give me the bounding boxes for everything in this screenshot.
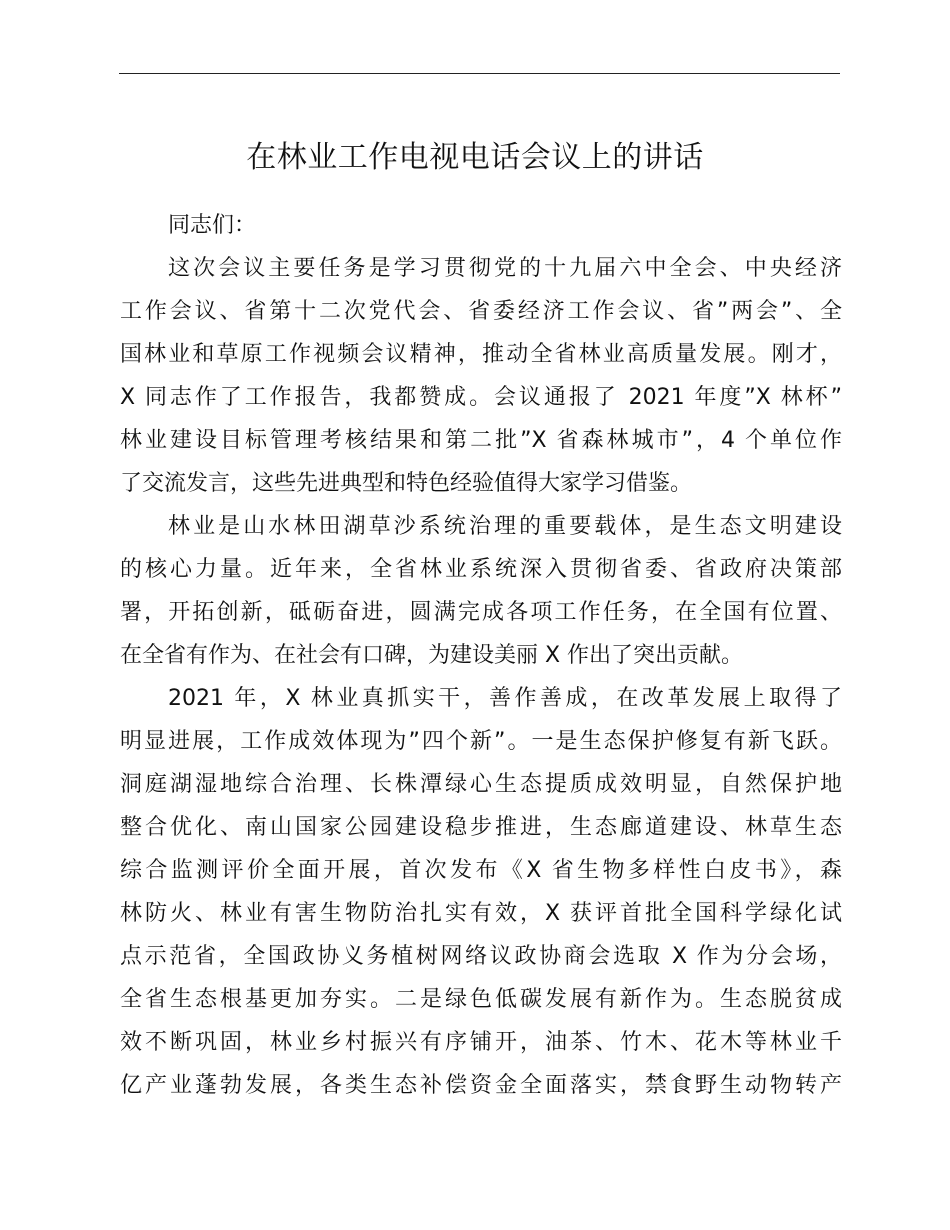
text-line: 署，开拓创新，砥砺奋进，圆满完成各项工作任务，在全国有位置、 (120, 600, 842, 625)
text-line: 洞庭湖湿地综合治理、长株潭绿心生态提质成效明显，自然保护地 (120, 772, 842, 797)
document-body (120, 204, 842, 1107)
text-line: 在全省有作为、在社会有口碑，为建设美丽 X 作出了突出贡献。 (120, 643, 744, 668)
document-title: 在林业工作电视电话会议上的讲话 (246, 140, 704, 175)
paragraph-1 (120, 247, 842, 505)
paragraph-2 (120, 505, 842, 677)
text-line: 亿产业蓬勃发展，各类生态补偿资金全面落实，禁食野生动物转产 (120, 1073, 842, 1098)
text-line: 了交流发言，这些先进典型和特色经验值得大家学习借鉴。 (120, 471, 693, 496)
text-line: 林业建设目标管理考核结果和第二批”X 省森林城市”，4 个单位作 (120, 428, 842, 453)
text-line: 林防火、林业有害生物防治扎实有效，X 获评首批全国科学绿化试 (120, 901, 842, 926)
text-line: 的核心力量。近年来，全省林业系统深入贯彻省委、省政府决策部 (120, 557, 842, 582)
text-line: 国林业和草原工作视频会议精神，推动全省林业高质量发展。刚才， (120, 342, 842, 367)
text-line: 效不断巩固，林业乡村振兴有序铺开，油茶、竹木、花木等林业千 (120, 1030, 842, 1055)
paragraph-3 (120, 677, 842, 1107)
text-line: X 同志作了工作报告，我都赞成。会议通报了 2021 年度”X 林杯” (120, 385, 842, 410)
text-line: 工作会议、省第十二次党代会、省委经济工作会议、省”两会”、全 (120, 299, 842, 324)
text-line: 全省生态根基更加夯实。二是绿色低碳发展有新作为。生态脱贫成 (120, 987, 842, 1012)
text-line: 林业是山水林田湖草沙系统治理的重要载体，是生态文明建设 (168, 514, 842, 539)
text-line: 整合优化、南山国家公园建设稳步推进，生态廊道建设、林草生态 (120, 815, 842, 840)
header-rule (119, 73, 840, 74)
text-line: 明显进展，工作成效体现为”四个新”。一是生态保护修复有新飞跃。 (120, 729, 842, 754)
salutation-text: 同志们： (168, 213, 257, 238)
salutation (120, 204, 842, 247)
text-line: 2021 年，X 林业真抓实干，善作善成，在改革发展上取得了 (168, 686, 842, 711)
text-line: 点示范省，全国政协义务植树网络议政协商会选取 X 作为分会场， (120, 944, 842, 969)
text-line: 综合监测评价全面开展，首次发布《X 省生物多样性白皮书》，森 (120, 858, 842, 883)
text-line: 这次会议主要任务是学习贯彻党的十九届六中全会、中央经济 (168, 256, 842, 281)
